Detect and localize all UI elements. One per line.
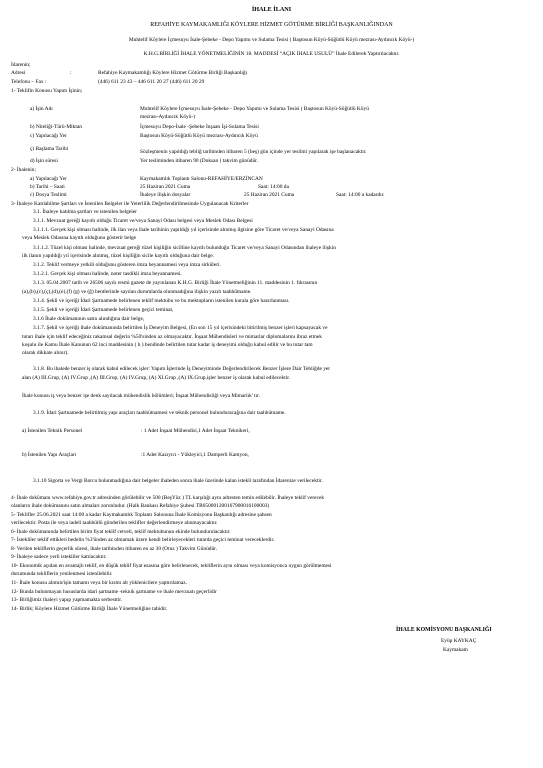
item-line: verilecektir. Posta ile veya iadeli taahhütlü gönderilen teklifler değerlendirmeye alınmayacaktır. bbox=[11, 520, 218, 526]
equipment-label: b) İstenilen Yapı Araçları bbox=[22, 452, 77, 458]
signature-name: Eyüp KAYKAÇ bbox=[441, 638, 477, 644]
condition-line: tutarı ihale için teklif edeceğiniz rakamsal değerin %50'sinden az olmayacaktır. İnşaat Mühendisleri ve mimarlar diplomalarını ibraz etmek bbox=[22, 334, 322, 340]
doc-intro: Muhtelif Köylere İçmesuyu İsale-Şebeke - Depo Yapımı ve Sulama Tesisi ( Baştosun Köyü-Söğütlü Köyü mezrası-Aydıncık Köyü-) bbox=[128, 37, 415, 43]
condition-line: ilk ilanın yapıldığı yıl içerisinde alınmış, tüzel kişiliğin sicile kayıtlı olduğuna dair belge. bbox=[22, 253, 214, 259]
tech-commitment-title: 3.1.9. İdari Şartnamede belirtilmiş yapı araçları taahhütnamesi ve teknik personel bulunduracağına dair taahhütname. bbox=[33, 410, 286, 416]
item-line: 8- Verilen tekliflerin geçerlik süresi, ihale tarihinden itibaren en az 30 (Otuz ) Takvim Günüdür. bbox=[11, 546, 217, 552]
signature-role: Kaymakam bbox=[443, 647, 468, 653]
start-date-value: Sözleşmenin yapıldığı tebliğ tarihinden itibaren 5 (beş) gün içinde yer teslimi yapılarak işe başlanacaktır. bbox=[140, 149, 367, 155]
condition-line: 3.1.6 İhale dokümanının satın alındığına dair belge, bbox=[33, 316, 145, 322]
auction-place-value: Kaymakamlık Toplantı Salonu-REFAHİYE/ERZİNCAN bbox=[140, 176, 263, 182]
item-line: 6- İhale dokümanında belirtilen birim fiyat teklif cetveli, teklif mektubunun ekinde bulundurulacaktır. bbox=[11, 529, 231, 535]
item-line: durumunda tekliflerin yenilenmesi istenilebilir. bbox=[11, 571, 113, 577]
duration-value: Yer tesliminden itibaren 90 (Doksan ) takvim günüdür. bbox=[140, 158, 259, 164]
insurance-note: 3.1.10 Sigorta ve Vergi Borcu bulunmadığına dair belgeler ihaleden sonra ihale üzerinde kalan istekli tarafından İdarenize verilecektir. bbox=[33, 478, 323, 484]
condition-line: 3.1.7. Şekil ve içeriği ihale dokümanında belirtilen İş Deneyim Belgesi, (En son 15 yıl içerisindeki bitirilmiş benzer işleri kapsayacak ve bbox=[33, 325, 328, 331]
section-1-heading: 1- Teklifin Konusu Yapım İşinin; bbox=[11, 88, 83, 94]
tech-personnel-value: : 1 Adet İnşaat Mühendisi,1 Adet İnşaat Teknikeri, bbox=[141, 428, 250, 434]
address-value: Refahiye Kaymakamlığı Köylere Hizmet Götürme Birliği Başkanlığı bbox=[98, 70, 248, 76]
condition-line: 3.1.1.2. Tüzel kişi olması halinde, mevzuat gereği tüzel kişiliğin sicilline kayıtlı bulunduğu Ticaret ve/veya Sanayi Odasından ihaleye ilişkin bbox=[33, 245, 336, 251]
condition-line: 3.1.3. 05.04.2007 tarih ve 26506 sayılı resmi gazete de yayınlanan K.H.G. Birliği İhale Yönetmeliğinin 11. maddesinin 1. fıkrasının bbox=[33, 280, 318, 286]
tech-personnel-label: a) İstenilen Teknik Personel bbox=[22, 428, 83, 434]
auction-place-label: a) Yapılacağı Yer bbox=[30, 176, 67, 182]
file-delivery-time: Saat: 14:00 a kadardır. bbox=[336, 192, 385, 198]
item-line: 10- Ekonomik açıdan en avantajlı teklif, en düşük teklif fiyat esasına göre belirlenecek, tekliflerin aynı olması veya komisyonca uygun görülmemesi bbox=[11, 563, 332, 569]
file-delivery-date: 25 Haziran 2021 Cuma bbox=[244, 192, 295, 198]
condition-line: veya Meslek Odasına kayıtlı olduğunu gösterir belge bbox=[22, 235, 137, 241]
similar-work-line: 3.1.8. Bu ihalede benzer iş olarak kabul edilecek işler: Yapım İşlerinde İş Deneyiminde Değerlendirilecek Benzer İşlere Dair Tebliğde yer bbox=[33, 366, 331, 372]
work-type-value: İçmesuyu Depo-İsale -Şebeke İnşaatı İşi-Sulama Tesisi bbox=[140, 124, 259, 130]
equipment-value: :1 Adet Kazıyıcı - Yükleyici,1 Damperli Kamyon, bbox=[141, 452, 249, 458]
condition-line: olarak dikkate alınır). bbox=[22, 350, 69, 356]
start-date-label: ç) Başlama Tarihi bbox=[30, 146, 69, 152]
item-line: 7- İstekliler teklif ettikleri bedelin %3'ünden az olmamak üzere kendi belirleyecekleri tutarda geçici teminat vereceklerdir. bbox=[11, 537, 275, 543]
work-name-label: a) İşin Adı bbox=[30, 106, 53, 112]
condition-line: 3.1.1.1. Gerçek kişi olması halinde, ilk ilan veya ihale tarihinin yapıldığı yıl içerisinde alınmış ilgisine göre Ticaret ve/veya Sanayi Odasına bbox=[33, 227, 334, 233]
condition-line: koşulu ile Kamu İhale Kanunun 62 inci maddesinin ( h ) bendinde belirtilen tutar kadar iş deneyimi olduğu kabul edilir ve bu tutar tam bbox=[22, 342, 313, 348]
doc-org: REFAHİYE KAYMAKAMLIĞI KÖYLERE HİZMET GÖTÜRME BİRLİĞİ BAŞKANLIĞINDAN bbox=[150, 22, 393, 28]
similar-work-line: alan (A) III.Grup, (A) IV.Grup ,(A) III.Grup, (A) IV.Grup, (A) XI.Grup ,(A) IX.Grup,işler benzer iş olarak kabul edilecektir. bbox=[22, 375, 291, 381]
condition-line: 3.1.5. Şekli ve içeriği İdari Şartnamede belirlenen geçici teminat, bbox=[33, 307, 174, 313]
signature-title: İHALE KOMİSYONU BAŞKANLIĞI bbox=[396, 627, 492, 633]
condition-line: (a),(b),(c),(ç),(d),(e),(f) (g) ve (ğ) bentlerinde sayılan durumlarda olunmadığına ilişkin yazılı taahhütname. bbox=[22, 289, 252, 295]
doc-intro-method: K.H.G.BİRLİĞİ İHALE YÖNETMELİĞİNİN 18. MADDESİ “AÇIK İHALE USULÜ” İhale Edilerek Yaptırılacaktır. bbox=[143, 51, 400, 57]
item-line: 14- Birlik; Köylere Hizmet Götürme Birliği İhale Yönetmeliğine tabidir. bbox=[11, 606, 168, 612]
condition-line: 3.1.1. Mevzuat gereği kayıtlı olduğu Ticaret ve/veya Sanayi Odası belgesi veya Meslek Odası Belgesi bbox=[33, 218, 253, 224]
condition-line: 3.1.2. Teklif vermeye yetkili olduğunu gösteren imza beyannamesi veya imza sirküleri. bbox=[33, 262, 221, 268]
address-colon: : bbox=[70, 70, 72, 76]
duration-label: d) İşin süresi bbox=[30, 158, 58, 164]
phone-value: (446) 611 23 43 – 446 611 20 27 (446) 611 20 29 bbox=[98, 79, 205, 85]
work-type-label: b) Niteliği-Türü-Miktarı bbox=[30, 124, 83, 130]
file-delivery-value: İhaleye ilişkin dosyalar bbox=[140, 192, 191, 198]
section-3-heading: 3- İhaleye Katılabilme Şartları ve İstenilen Belgeler ile Yeterlilik Değerlendirilmesinde Uygulanacak Kriterler bbox=[11, 201, 249, 207]
auction-date-label: b) Tarihi – Saati bbox=[30, 184, 65, 190]
condition-line: 3.1. İhaleye katılma şartları ve istenilen belgeler bbox=[33, 209, 137, 215]
section-2-heading: 2- İhalenin; bbox=[11, 167, 36, 173]
work-name-value-2: mezrası-Aydıncık Köyü-) bbox=[140, 114, 196, 120]
phone-label: Telefonu – Fax : bbox=[11, 79, 47, 85]
item-line: 13- Birliğimiz ihaleyi yapıp yapmamakta serbesttir. bbox=[11, 597, 123, 603]
work-place-label: c) Yapılacağı Yer bbox=[30, 133, 67, 139]
engineering-note: İhale konusu iş veya benzer işe denk sayılacak mühendislik bölümleri; İnşaat Mühendisliği veya Mimarlık' tır. bbox=[22, 393, 260, 399]
work-place-value: Baştosun Köyü-Söğütlü Köyü mezrası-Aydıncık Köyü bbox=[140, 133, 258, 139]
doc-title: İHALE İLANI bbox=[251, 6, 292, 13]
item-line: 5- Teklifler 25.06.2021 saat 14:00 a kadar Kaymakamlık Toplantı Salonuna İhale Komisyonu Başkanlığı adresine şahsen bbox=[11, 512, 272, 518]
item-line: 12- Bunda bulunmayan hususlarda idari şartname -teknik şartname ve ihale mevzuatı geçerlidir bbox=[11, 589, 217, 595]
file-delivery-label: c) Dosya Teslimi bbox=[30, 192, 67, 198]
auction-time-value: Saat: 14:00 da bbox=[258, 184, 289, 190]
item-line: 11- İhale konusu alımın/işin tamamı veya bir kısmı alt yüklenicilere yaptırılamaz. bbox=[11, 580, 187, 586]
item-line: 4- İhale dokümanı www.refahiye.gov.tr adresinden görülebilir ve 500 (BeşYüz ) TL karşılığı aynı adresten temin edilebilir. İhaleye teklif verecek bbox=[11, 495, 325, 501]
admin-heading: İdarenin; bbox=[11, 62, 31, 68]
work-name-value-1: Muhtelif Köylere İçmesuyu İsale-Şebeke - Depo Yapımı ve Sulama Tesisi ( Baştosun Köyü-Söğütlü Köyü bbox=[140, 106, 369, 112]
condition-line: 3.1.4. Şekli ve içeriği İdari Şartnamede belirlenen teklif mektubu ve bu mektupların istenilen kurala göre hazırlanması. bbox=[33, 298, 290, 304]
address-label: Adresi bbox=[11, 70, 26, 76]
item-line: olanların ihale dokümanını satın almaları zorunludur. (Halk Bankası Refahiye Şubesi TR650001200167900016100003) bbox=[11, 503, 270, 509]
auction-date-value: 25 Haziran 2021 Cuma bbox=[140, 184, 191, 190]
item-line: 9- İhaleye sadece yerli istekliler katılacaktır. bbox=[11, 554, 107, 560]
condition-line: 3.1.2.1. Gerçek kişi olması halinde, noter tasdikli imza beyannamesi. bbox=[33, 271, 182, 277]
